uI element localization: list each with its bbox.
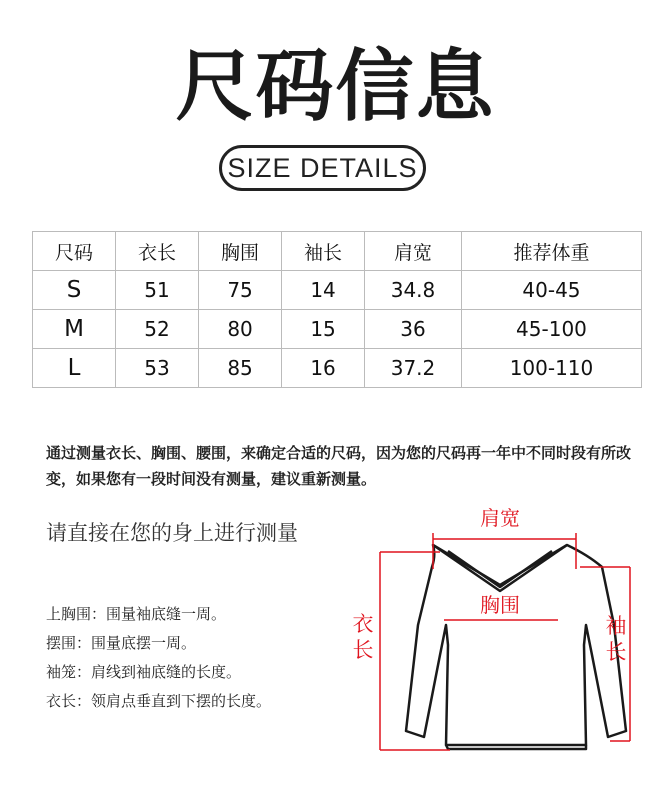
definition-armhole: 袖笼：肩线到袖底缝的长度。	[46, 663, 242, 681]
cell-sleeve: 16	[282, 349, 365, 388]
definition-hem: 摆围：围量底摆一周。	[46, 634, 197, 652]
measurement-advice: 通过测量衣长、胸围、腰围，来确定合适的尺码，因为您的尺码再一年中不同时段有所改变，如果您有一段时间没有测量，建议重新测量。	[46, 444, 632, 488]
cell-length: 53	[116, 349, 199, 388]
size-table	[32, 231, 642, 388]
shirt-measurement-diagram	[340, 495, 660, 795]
length-label-bottom: 长	[352, 638, 374, 662]
measure-heading: 请直接在您的身上进行测量	[46, 521, 298, 545]
table-row	[33, 271, 642, 310]
header-sleeve: 袖长	[282, 232, 365, 271]
size-details-badge: SIZE DETAILS	[219, 145, 426, 191]
header-weight: 推荐体重	[461, 232, 641, 271]
measurement-lines	[380, 533, 630, 750]
cell-sleeve: 14	[282, 271, 365, 310]
cell-chest: 80	[199, 310, 282, 349]
header-chest: 胸围	[199, 232, 282, 271]
cell-size: M	[33, 310, 116, 349]
measurement-definitions	[46, 600, 271, 716]
table-row	[33, 349, 642, 388]
table-header-row	[33, 232, 642, 271]
table-row	[33, 310, 642, 349]
cell-length: 52	[116, 310, 199, 349]
definition-upper-chest: 上胸围：围量袖底缝一周。	[46, 605, 227, 623]
cell-weight: 45-100	[461, 310, 641, 349]
shirt-icon	[406, 545, 626, 749]
cell-weight: 100-110	[461, 349, 641, 388]
cell-size: S	[33, 271, 116, 310]
header-length: 衣长	[116, 232, 199, 271]
header-shoulder: 肩宽	[365, 232, 462, 271]
chest-label: 胸围	[480, 593, 520, 617]
cell-chest: 85	[199, 349, 282, 388]
cell-shoulder: 34.8	[365, 271, 462, 310]
cell-weight: 40-45	[461, 271, 641, 310]
cell-shoulder: 37.2	[365, 349, 462, 388]
cell-shoulder: 36	[365, 310, 462, 349]
header-size: 尺码	[33, 232, 116, 271]
cell-length: 51	[116, 271, 199, 310]
shoulder-label: 肩宽	[480, 506, 520, 530]
length-label-top: 衣	[352, 612, 374, 636]
sleeve-label-bottom: 长	[605, 640, 627, 664]
cell-size: L	[33, 349, 116, 388]
definition-length: 衣长：领肩点垂直到下摆的长度。	[46, 692, 272, 710]
cell-sleeve: 15	[282, 310, 365, 349]
cell-chest: 75	[199, 271, 282, 310]
sleeve-label-top: 袖	[605, 614, 627, 638]
page-title: 尺码信息	[175, 42, 496, 132]
